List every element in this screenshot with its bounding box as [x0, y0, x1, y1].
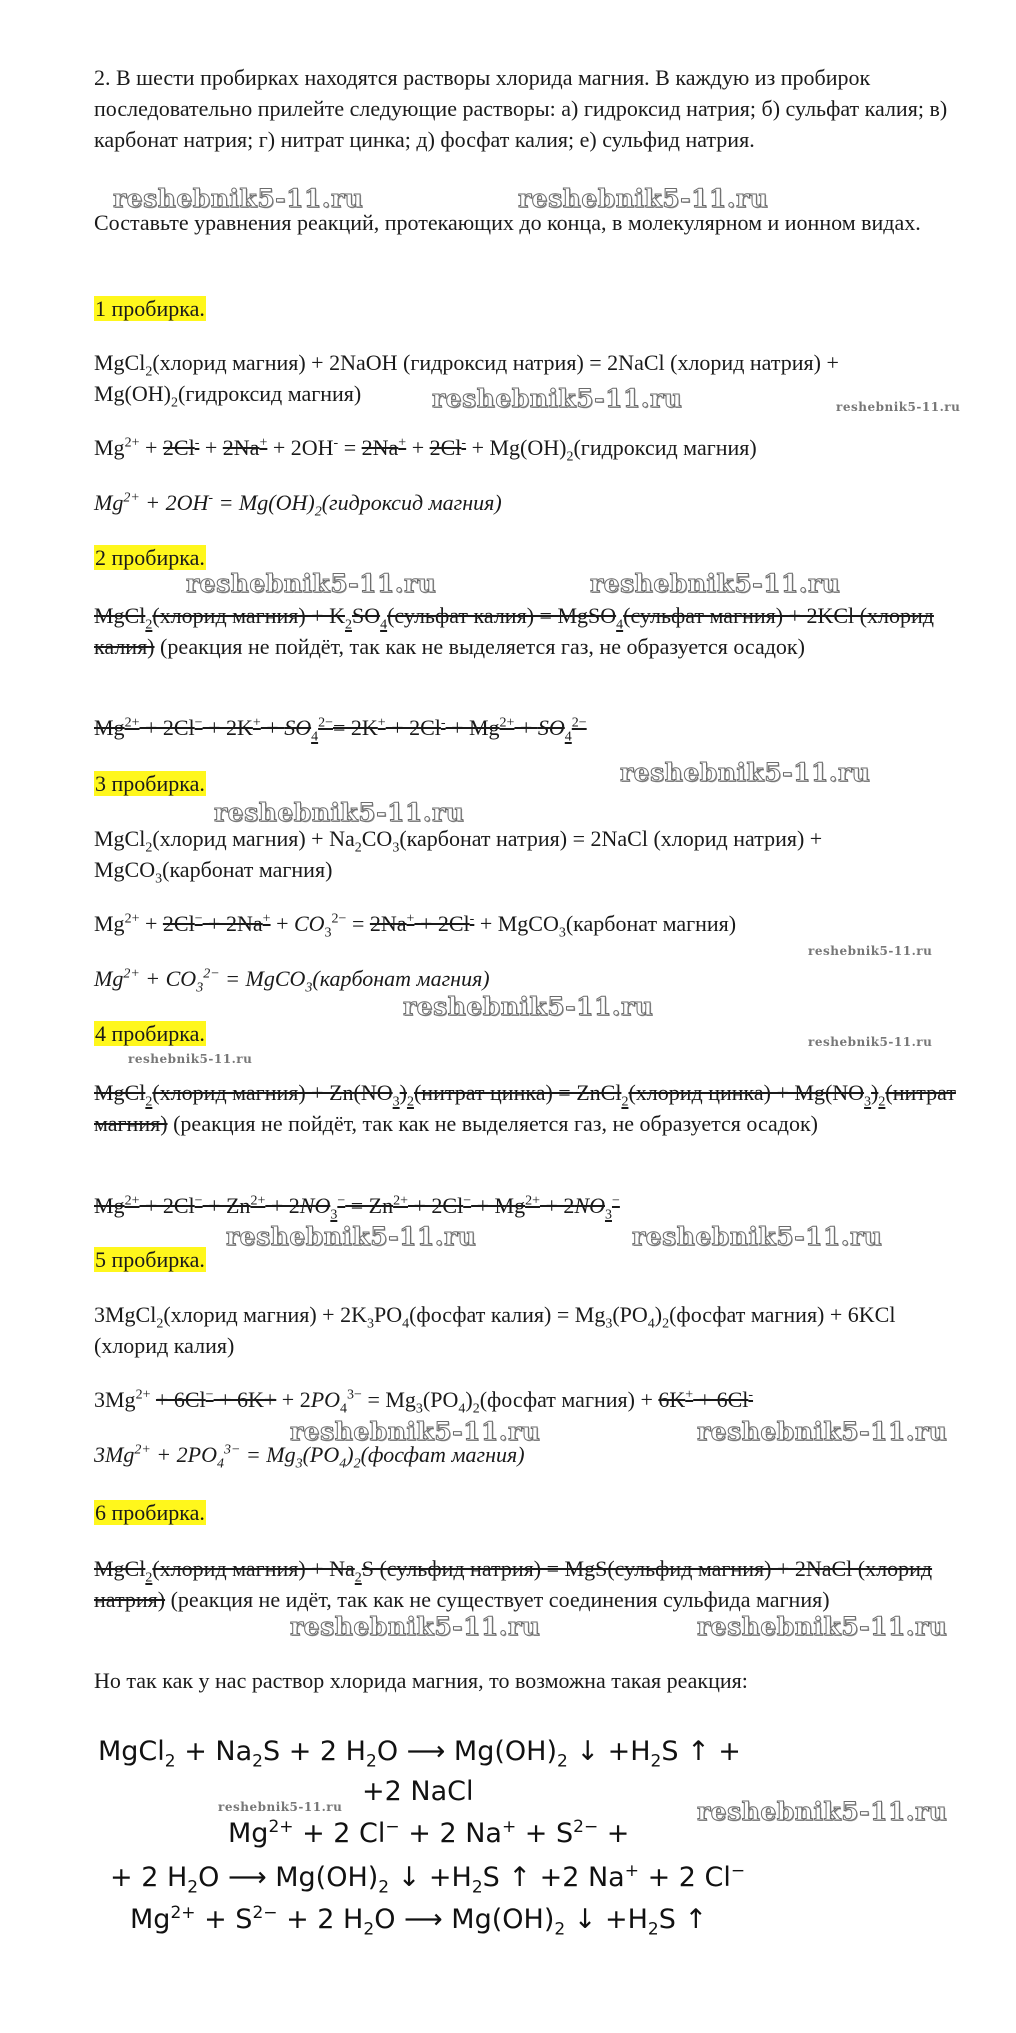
watermark: reshebnik5-11.ru: [186, 569, 437, 598]
watermark: reshebnik5-11.ru: [113, 184, 364, 213]
tube-3-ionic-full: $Mg^{2+} + 2Cl^- + 2Na^+ + CO_3^{2-} = 2Na^+ + 2Cl^-$ + MgCO$_3$(карбонат магния): [94, 911, 737, 941]
tube-4-molecular: MgCl$_2$(хлорид магния) + $Zn(NO_3)_2(нитрат$ цинка) = ZnCl$_2$(хлорид цинка) + $Mg(NO_3)_2(нитрат$ магния) (реакция не пойдёт, так как не выделяется газ, не образуется осадок): [94, 1080, 956, 1136]
watermark: reshebnik5-11.ru: [808, 1035, 933, 1049]
watermark: reshebnik5-11.ru: [632, 1222, 883, 1251]
tube-2-molecular: MgCl$_2$(хлорид магния) + $K_2SO_4(сульфат$ калия) = MgSO$_4$(сульфат магния) + 2KCl (хлорид калия) (реакция не пойдёт, так как не выделяется газ, не образуется осадок): [94, 603, 934, 659]
watermark: reshebnik5-11.ru: [403, 992, 654, 1021]
equation-ionic-full: $Mg^{2+} + 2$ Cl− + 2 $Na^+ + S^{2-}$ +: [228, 1817, 630, 1849]
task-instruction: Составьте уравнения реакций, протекающих до конца, в молекулярном и ионном видах.: [94, 210, 921, 235]
watermark: reshebnik5-11.ru: [697, 1797, 948, 1826]
equation-molecular-cont: +2 NaCl: [362, 1776, 474, 1807]
watermark: reshebnik5-11.ru: [128, 1052, 253, 1066]
watermark: reshebnik5-11.ru: [432, 384, 683, 413]
watermark: reshebnik5-11.ru: [290, 1417, 541, 1446]
tube-3-molecular: MgCl$_2$(хлорид магния) + $Na_2CO_3(карбонат$ натрия) = 2NaCl (хлорид натрия) + MgCO$_3$(карбонат магния): [94, 826, 823, 887]
watermark: reshebnik5-11.ru: [620, 758, 871, 787]
but-note: Но так как у нас раствор хлорида магния, то возможна такая реакция:: [94, 1668, 748, 1693]
watermark: reshebnik5-11.ru: [518, 184, 769, 213]
watermark: reshebnik5-11.ru: [836, 400, 961, 414]
tube-1-molecular: MgCl$_2$(хлорид магния) + 2NaOH (гидроксид натрия) = 2NaCl (хлорид натрия) + $Mg(OH)_2(гидроксид$ магния): [94, 350, 839, 411]
tube-6-label: 6 пробирка.: [95, 1500, 205, 1525]
tube-2-label: 2 пробирка.: [95, 545, 205, 570]
tube-1-label: 1 пробирка.: [95, 296, 205, 321]
tube-5-label: 5 пробирка.: [95, 1247, 205, 1272]
tube-3-ionic-short: $Mg^{2+} + CO_3^{2-}$ = MgCO$_3$(карбонат магния): [94, 966, 490, 996]
equation-molecular: MgCl$_2$ + $Na_2S + 2$ $H_2O$ ⟶ $Mg(OH)_2$ ↓ $+H_2S$ ↑ +: [98, 1736, 741, 1772]
tube-5-ionic-full: $3Mg^{2+} + 6Cl^- + 6K+ + 2PO_4^{3-}$ = $Mg_3(PO_4)_2(фосфат$ магния) + 6K+ + 6Cl-: [94, 1387, 754, 1417]
watermark: reshebnik5-11.ru: [214, 798, 465, 827]
watermark: reshebnik5-11.ru: [808, 944, 933, 958]
equation-ionic-short: $Mg^{2+} + S^{2-} + 2$ $H_2O$ ⟶ $Mg(OH)_2$ ↓ $+H_2S$ ↑: [130, 1903, 708, 1940]
tube-5-ionic-short: $3Mg^{2+} + 2PO_4^{3-}$ = $Mg_3(PO_4)_2(фосфат$ магния): [94, 1442, 525, 1472]
watermark: reshebnik5-11.ru: [697, 1612, 948, 1641]
tube-6-molecular: MgCl$_2$(хлорид магния) + $Na_2S$ (сульфид натрия) = MgS(сульфид магния) + 2NaCl (хлорид натрия) (реакция не идёт, так как не существует соединения сульфида магния): [94, 1556, 933, 1612]
tube-3-label: 3 пробирка.: [95, 771, 205, 796]
tube-4-ionic: $Mg^{2+} + 2Cl^- + Zn^{2+} + 2NO_3^- = Zn^{2+} + 2Cl^- + Mg^{2+} + 2NO_3^-$: [94, 1193, 620, 1223]
tube-4-label: 4 пробирка.: [95, 1021, 205, 1046]
tube-2-ionic: $Mg^{2+} + 2Cl^- + 2K^+ + SO_4^{2-}= 2K^+ + 2Cl^- + Mg^{2+} + SO_4^{2-}$: [94, 715, 587, 745]
watermark: reshebnik5-11.ru: [226, 1222, 477, 1251]
watermark: reshebnik5-11.ru: [697, 1417, 948, 1446]
watermark: reshebnik5-11.ru: [290, 1612, 541, 1641]
watermark: reshebnik5-11.ru: [590, 569, 841, 598]
watermark: reshebnik5-11.ru: [218, 1800, 343, 1814]
tube-5-molecular: 3MgCl$_2$(хлорид магния) + $2K_3PO_4(фосфат$ калия) = $Mg_3(PO_4)_2(фосфат$ магния) + 6KCl (хлорид калия): [94, 1302, 896, 1358]
task-intro: 2. В шести пробирках находятся растворы хлорида магния. В каждую из пробирок последовательно прилейте следующие растворы: а) гидроксид натрия; б) сульфат калия; в) карбонат натрия; г) нитрат цинка; д) фосфат калия; е) сульфид натрия.: [94, 65, 948, 152]
tube-1-ionic-short: $Mg^{2+} + 2OH^-$ = $Mg(OH)_2(гидроксид$ магния): [94, 490, 502, 520]
tube-1-ionic-full: $Mg^{2+} + 2Cl^- + 2Na^+ + 2OH^- = 2Na^+ + 2Cl^-$ + $Mg(OH)_2(гидроксид$ магния): [94, 435, 757, 465]
equation-ionic-full-cont: + 2 $H_2O$ ⟶ $Mg(OH)_2$ ↓ $+H_2S$ ↑ +2 Na+ + 2 Cl−: [110, 1861, 746, 1898]
